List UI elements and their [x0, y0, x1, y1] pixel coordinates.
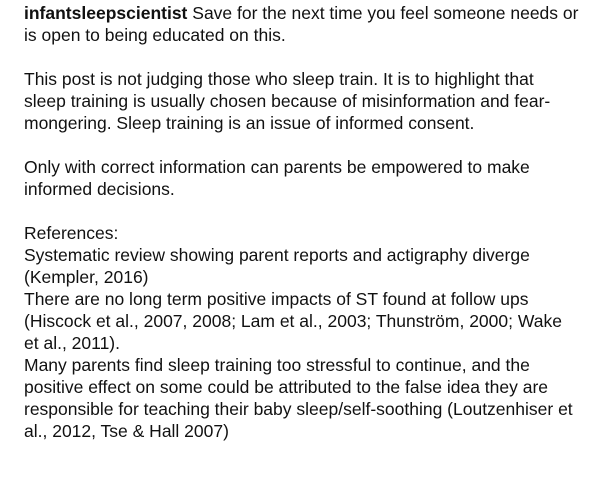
references-section: [24, 222, 580, 442]
caption-intro: [24, 2, 580, 46]
reference-item: There are no long term positive impacts of ST found at follow ups (Hiscock et al., 2007, 2008; Lam et al., 2003; Thunström, 2000; Wake et al., 2011).: [24, 289, 562, 353]
caption-paragraph-2: Only with correct information can parents be empowered to make informed decisions.: [24, 157, 530, 199]
reference-item: Systematic review showing parent reports and actigraphy diverge (Kempler, 2016): [24, 245, 530, 287]
reference-item: Many parents find sleep training too stressful to continue, and the positive effect on some could be attributed to the false idea they are responsible for teaching their baby sleep/self-soothing (Loutzenhiser et al., 2012, Tse & Hall 2007): [24, 355, 573, 441]
username-link[interactable]: infantsleepscientist: [24, 3, 188, 23]
references-heading: References:: [24, 223, 119, 243]
caption-paragraph-1: This post is not judging those who sleep train. It is to highlight that sleep training is usually chosen because of misinformation and fear-mongering. Sleep training is an issue of informed consent.: [24, 69, 551, 133]
caption-intro-text: Save for the next time you feel someone needs or is open to being educated on this.: [24, 3, 579, 45]
